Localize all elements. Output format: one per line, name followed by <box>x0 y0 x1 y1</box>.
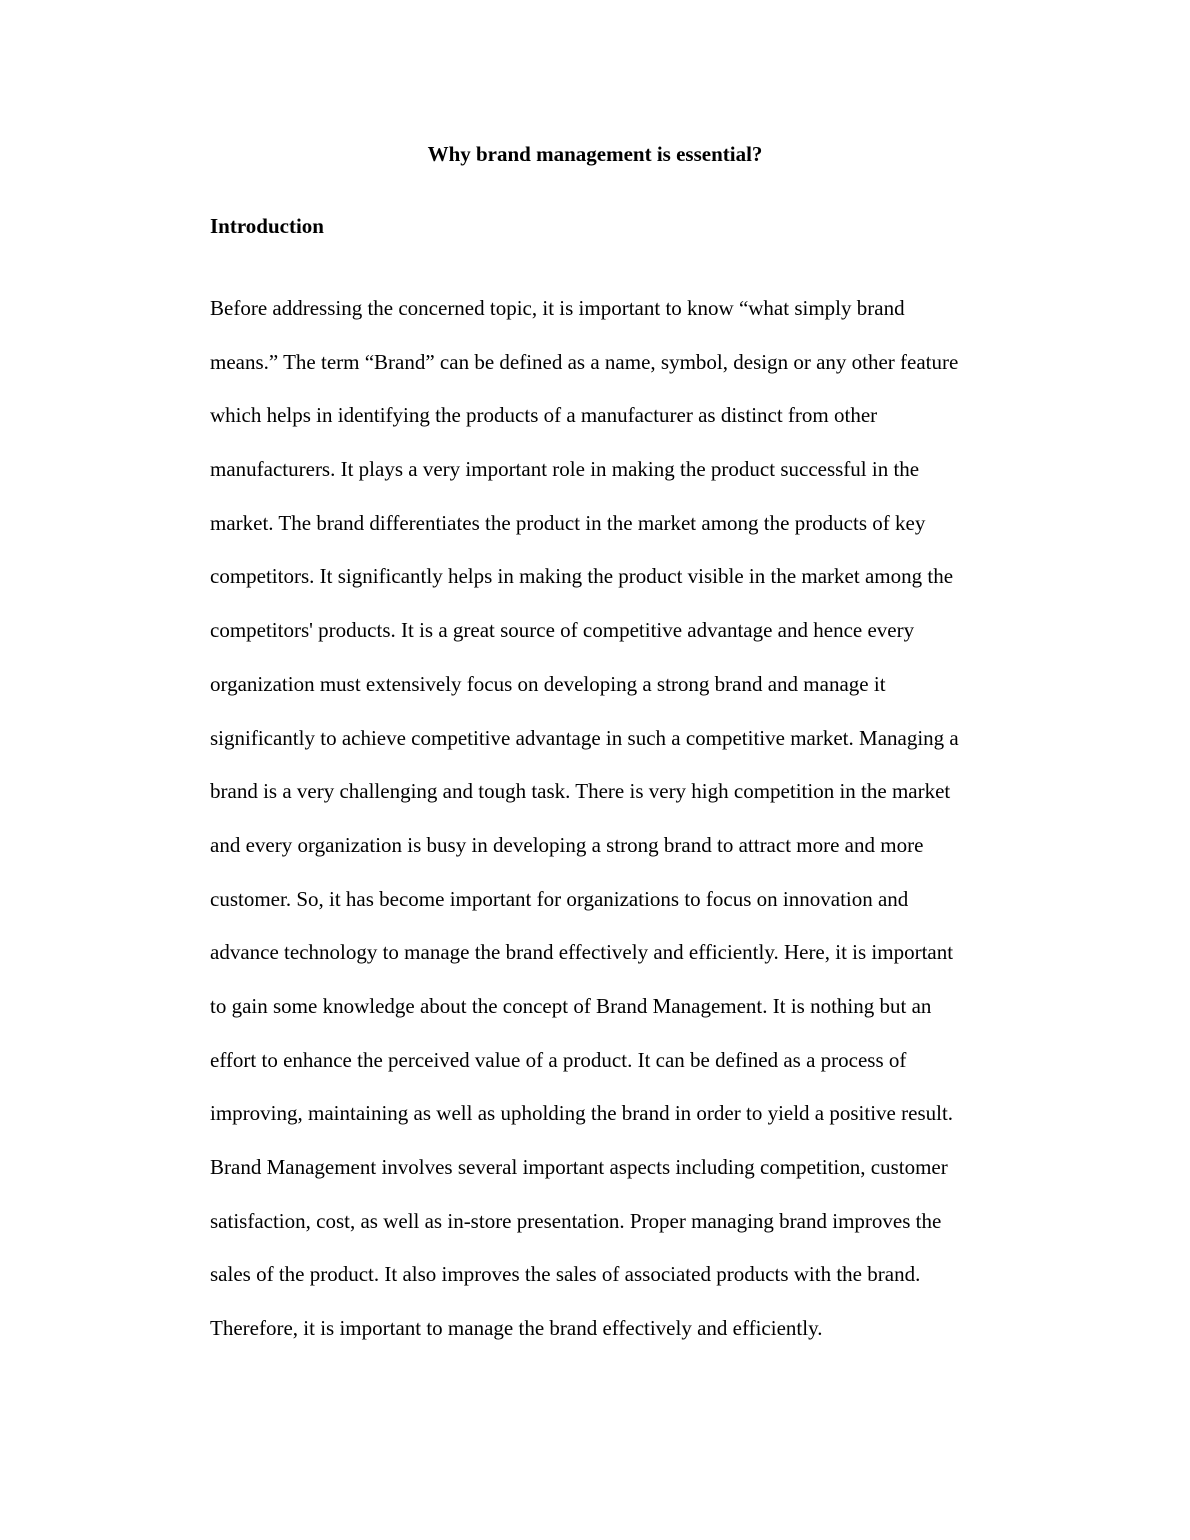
paragraph-line: and every organization is busy in developing a strong brand to attract more and more <box>210 832 924 857</box>
section-heading-introduction: Introduction <box>210 214 324 238</box>
paragraph-line: Therefore, it is important to manage the brand effectively and efficiently. <box>210 1316 823 1341</box>
paragraph-line: means.” The term “Brand” can be defined as a name, symbol, design or any other feature <box>210 349 959 374</box>
paragraph-line: Brand Management involves several important aspects including competition, customer <box>210 1155 948 1179</box>
paragraph-line: competitors. It significantly helps in making the product visible in the market among the <box>210 564 954 589</box>
paragraph-line: improving, maintaining as well as upholding the brand in order to yield a positive result. <box>210 1101 954 1126</box>
paragraph-line: sales of the product. It also improves the sales of associated products with the brand. <box>210 1262 921 1287</box>
paragraph-line: which helps in identifying the products of a manufacturer as distinct from other <box>210 403 878 428</box>
paragraph-line: effort to enhance the perceived value of a product. It can be defined as a process of <box>210 1047 907 1072</box>
paragraph-line: competitors' products. It is a great source of competitive advantage and hence every <box>210 618 915 643</box>
paragraph-line: market. The brand differentiates the product in the market among the products of key <box>210 510 926 535</box>
document-title: Why brand management is essential? <box>427 142 763 166</box>
paragraph-line: to gain some knowledge about the concept of Brand Management. It is nothing but an <box>210 993 932 1018</box>
paragraph-line: significantly to achieve competitive advantage in such a competitive market. Managing a <box>210 725 959 750</box>
paragraph-line: brand is a very challenging and tough task. There is very high competition in the market <box>210 779 951 804</box>
paragraph-line: satisfaction, cost, as well as in-store presentation. Proper managing brand improves the <box>210 1208 942 1233</box>
introduction-paragraph <box>210 282 1050 1356</box>
paragraph-line: Before addressing the concerned topic, it is important to know “what simply brand <box>210 296 905 320</box>
paragraph-line: manufacturers. It plays a very important role in making the product successful in the <box>210 457 920 482</box>
paragraph-line: organization must extensively focus on developing a strong brand and manage it <box>210 671 886 696</box>
paragraph-line: advance technology to manage the brand effectively and efficiently. Here, it is important <box>210 940 954 965</box>
paragraph-line: customer. So, it has become important for organizations to focus on innovation and <box>210 886 909 911</box>
